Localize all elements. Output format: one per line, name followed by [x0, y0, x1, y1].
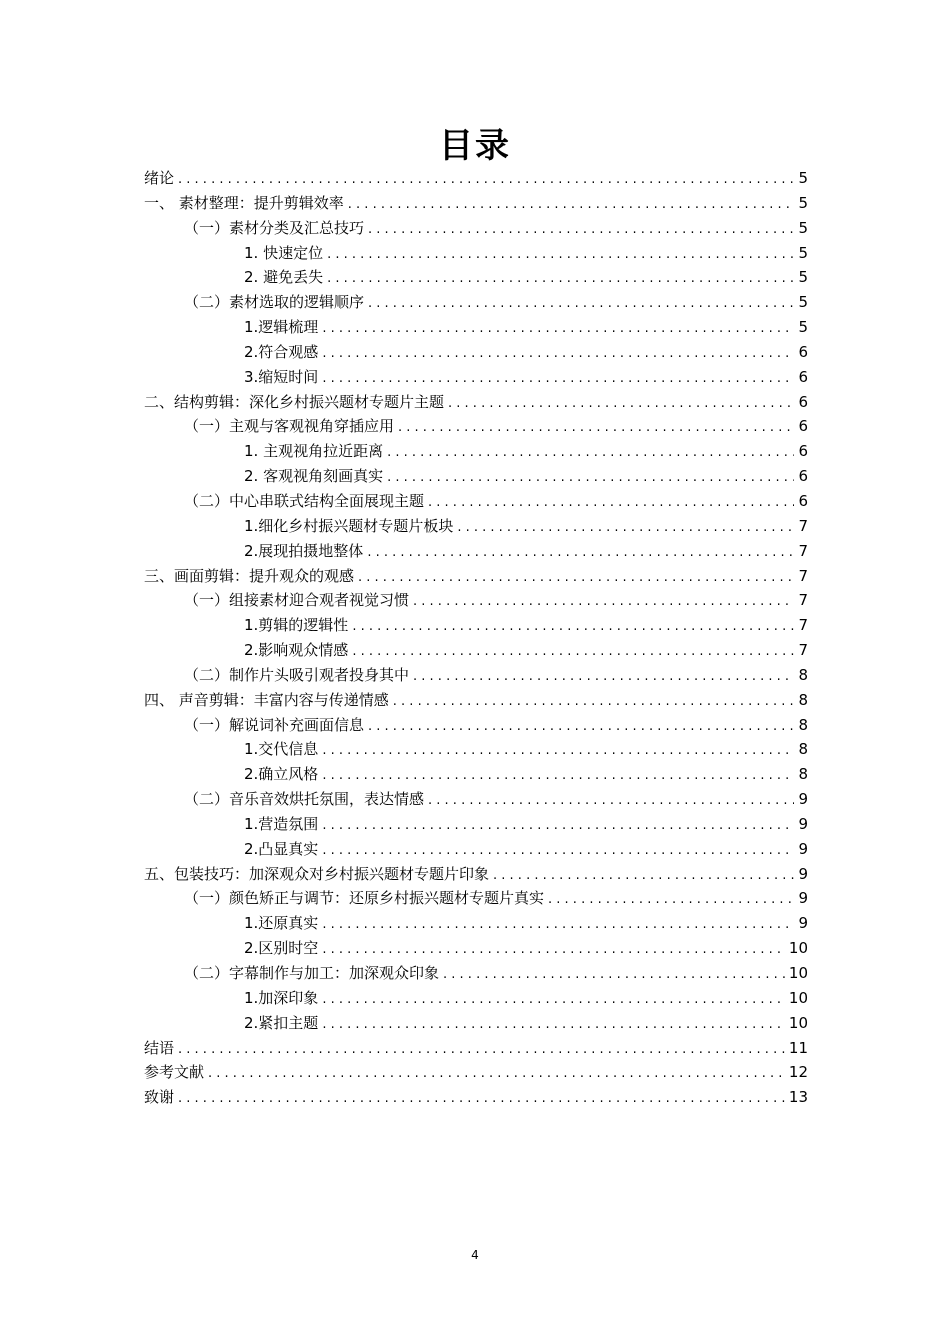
- toc-entry[interactable]: [144, 986, 808, 1011]
- toc-entry-label: 四、 声音剪辑：丰富内容与传递情感: [144, 690, 389, 709]
- toc-entry-page: 8: [798, 715, 808, 734]
- toc-entry-label: （一）主观与客观视角穿插应用: [184, 417, 395, 436]
- toc-entry-page: 11: [788, 1038, 808, 1057]
- toc-entry-label: 2.符合观感: [244, 342, 319, 361]
- toc-entry-label: 1.还原真实: [244, 914, 319, 933]
- toc-entry-label: 三、画面剪辑：提升观众的观感: [144, 566, 355, 585]
- toc-entry[interactable]: [144, 464, 808, 489]
- toc-entry[interactable]: [144, 216, 808, 241]
- toc-entry-label: （二）中心串联式结构全面展现主题: [184, 491, 425, 510]
- toc-entry-label: 2. 避免丢失: [244, 268, 324, 287]
- toc-entry-label: 3.缩短时间: [244, 367, 319, 386]
- toc-entry[interactable]: [144, 191, 808, 216]
- toc-entry-page: 7: [798, 641, 808, 660]
- toc-entry[interactable]: [144, 265, 808, 290]
- toc-entry-page: 6: [798, 442, 808, 461]
- dot-leader: [352, 640, 794, 664]
- toc-entry-page: 5: [798, 218, 808, 237]
- toc-entry-label: 2.展现拍摄地整体: [244, 541, 364, 560]
- toc-entry-label: 2. 客观视角刻画真实: [244, 467, 384, 486]
- toc-entry-label: 一、 素材整理：提升剪辑效率: [144, 193, 344, 212]
- toc-entry-label: 2.影响观众情感: [244, 641, 349, 660]
- toc-entry-label: 1.营造氛围: [244, 814, 319, 833]
- toc-entry[interactable]: [144, 588, 808, 613]
- toc-entry-label: （二）音乐音效烘托氛围，表达情感: [184, 790, 425, 809]
- dot-leader: [322, 342, 794, 366]
- toc-entry[interactable]: [144, 1085, 808, 1110]
- dot-leader: [413, 665, 794, 689]
- toc-entry-page: 9: [798, 864, 808, 883]
- toc-entry-label: （一）素材分类及汇总技巧: [184, 218, 365, 237]
- toc-entry-page: 6: [798, 467, 808, 486]
- toc-entry[interactable]: [144, 1060, 808, 1085]
- toc-entry[interactable]: [144, 961, 808, 986]
- dot-leader: [428, 789, 794, 813]
- toc-entry[interactable]: [144, 713, 808, 738]
- toc-entry[interactable]: [144, 663, 808, 688]
- toc-entry[interactable]: [144, 837, 808, 862]
- toc-entry-label: 2.紧扣主题: [244, 1013, 319, 1032]
- toc-entry[interactable]: [144, 737, 808, 762]
- toc-entry[interactable]: [144, 862, 808, 887]
- page-number: 4: [471, 1248, 479, 1262]
- dot-leader: [413, 590, 794, 614]
- toc-entry-page: 7: [798, 541, 808, 560]
- toc-entry-label: （二）字幕制作与加工：加深观众印象: [184, 964, 440, 982]
- dot-leader: [178, 1038, 785, 1062]
- toc-entry-page: 6: [798, 491, 808, 510]
- dot-leader: [322, 913, 794, 937]
- dot-leader: [398, 416, 794, 440]
- toc-entry[interactable]: [144, 787, 808, 812]
- toc-entry-page: 5: [798, 169, 808, 187]
- toc-entry-page: 5: [798, 268, 808, 287]
- dot-leader: [178, 168, 794, 192]
- toc-entry[interactable]: [144, 290, 808, 315]
- table-of-contents: [144, 166, 808, 1110]
- toc-entry-page: 8: [798, 690, 808, 709]
- toc-entry-label: 二、结构剪辑：深化乡村振兴题材专题片主题: [144, 392, 445, 411]
- dot-leader: [368, 715, 794, 739]
- toc-entry[interactable]: [144, 688, 808, 713]
- dot-leader: [327, 267, 794, 291]
- dot-leader: [348, 193, 794, 217]
- toc-entry-page: 10: [788, 1013, 808, 1032]
- toc-entry-label: （二）素材选取的逻辑顺序: [184, 293, 365, 312]
- toc-entry-label: 1.逻辑梳理: [244, 318, 319, 337]
- toc-entry-page: 9: [798, 889, 808, 908]
- toc-entry[interactable]: [144, 539, 808, 564]
- dot-leader: [443, 963, 785, 987]
- toc-entry[interactable]: [144, 812, 808, 837]
- toc-entry[interactable]: [144, 886, 808, 911]
- toc-entry-page: 7: [798, 516, 808, 535]
- dot-leader: [322, 1013, 785, 1037]
- toc-entry[interactable]: [144, 166, 808, 191]
- toc-entry[interactable]: [144, 936, 808, 961]
- toc-entry-label: （一）组接素材迎合观者视觉习惯: [184, 591, 410, 610]
- toc-entry[interactable]: [144, 241, 808, 266]
- toc-entry[interactable]: [144, 514, 808, 539]
- toc-entry-label: 2.确立风格: [244, 765, 319, 784]
- toc-entry-page: 9: [798, 839, 808, 858]
- toc-entry-page: 9: [798, 790, 808, 809]
- toc-entry-page: 8: [798, 765, 808, 784]
- toc-entry-label: 1.剪辑的逻辑性: [244, 616, 349, 635]
- toc-entry-page: 5: [798, 293, 808, 312]
- toc-entry[interactable]: [144, 564, 808, 589]
- dot-leader: [322, 839, 794, 863]
- toc-entry[interactable]: [144, 762, 808, 787]
- dot-leader: [457, 516, 794, 540]
- dot-leader: [322, 814, 794, 838]
- dot-leader: [387, 466, 794, 490]
- toc-entry-label: 致谢: [144, 1088, 175, 1107]
- dot-leader: [387, 441, 794, 465]
- toc-entry-label: （一）解说词补充画面信息: [184, 715, 365, 734]
- toc-entry-label: 参考文献: [144, 1063, 205, 1082]
- dot-leader: [352, 615, 794, 639]
- toc-entry-page: 10: [788, 988, 808, 1007]
- toc-entry[interactable]: [144, 638, 808, 663]
- toc-entry[interactable]: [144, 365, 808, 390]
- toc-entry-page: 5: [798, 193, 808, 212]
- toc-entry-page: 13: [788, 1088, 808, 1107]
- toc-entry-label: 绪论: [144, 169, 175, 187]
- toc-entry-label: 2.区别时空: [244, 939, 319, 958]
- toc-entry-page: 5: [798, 243, 808, 262]
- toc-entry-label: 1.交代信息: [244, 740, 319, 759]
- toc-entry-label: （二）制作片头吸引观者投身其中: [184, 665, 410, 684]
- dot-leader: [367, 541, 794, 565]
- dot-leader: [327, 243, 794, 267]
- toc-entry-page: 10: [788, 939, 808, 958]
- dot-leader: [548, 888, 794, 912]
- dot-leader: [322, 988, 785, 1012]
- toc-entry-page: 6: [798, 392, 808, 411]
- toc-entry[interactable]: [144, 390, 808, 415]
- toc-entry[interactable]: [144, 439, 808, 464]
- toc-entry-label: 1.加深印象: [244, 988, 319, 1007]
- dot-leader: [358, 566, 794, 590]
- dot-leader: [322, 938, 785, 962]
- toc-entry[interactable]: [144, 340, 808, 365]
- dot-leader: [322, 764, 794, 788]
- toc-entry-label: 1.细化乡村振兴题材专题片板块: [244, 516, 454, 535]
- toc-entry[interactable]: [144, 489, 808, 514]
- toc-entry[interactable]: [144, 911, 808, 936]
- toc-entry-label: 五、包装技巧：加深观众对乡村振兴题材专题片印象: [144, 864, 490, 883]
- toc-entry-page: 7: [798, 591, 808, 610]
- toc-entry-page: 8: [798, 740, 808, 759]
- toc-entry-label: 2.凸显真实: [244, 839, 319, 858]
- dot-leader: [322, 367, 794, 391]
- dot-leader: [208, 1062, 785, 1086]
- toc-entry-page: 7: [798, 616, 808, 635]
- dot-leader: [393, 690, 794, 714]
- toc-entry-page: 7: [798, 566, 808, 585]
- toc-entry[interactable]: [144, 1036, 808, 1061]
- toc-entry[interactable]: [144, 414, 808, 439]
- dot-leader: [368, 218, 794, 242]
- toc-entry[interactable]: [144, 315, 808, 340]
- toc-entry-page: 6: [798, 417, 808, 436]
- toc-title: 目录: [439, 126, 511, 166]
- dot-leader: [428, 491, 794, 515]
- dot-leader: [322, 739, 794, 763]
- dot-leader: [368, 292, 794, 316]
- toc-entry-page: 10: [788, 964, 808, 982]
- dot-leader: [448, 392, 794, 416]
- toc-entry[interactable]: [144, 1011, 808, 1036]
- toc-entry-page: 12: [788, 1063, 808, 1082]
- toc-entry-page: 8: [798, 665, 808, 684]
- toc-entry-page: 6: [798, 367, 808, 386]
- toc-entry-label: 结语: [144, 1038, 175, 1057]
- toc-entry-label: （一）颜色矫正与调节：还原乡村振兴题材专题片真实: [184, 889, 545, 908]
- toc-entry-page: 5: [798, 318, 808, 337]
- toc-entry-label: 1. 快速定位: [244, 243, 324, 262]
- toc-entry-page: 9: [798, 914, 808, 933]
- toc-entry[interactable]: [144, 613, 808, 638]
- dot-leader: [178, 1087, 785, 1111]
- toc-entry-label: 1. 主观视角拉近距离: [244, 442, 384, 461]
- dot-leader: [322, 317, 794, 341]
- toc-entry-page: 9: [798, 814, 808, 833]
- toc-entry-page: 6: [798, 342, 808, 361]
- dot-leader: [493, 864, 794, 888]
